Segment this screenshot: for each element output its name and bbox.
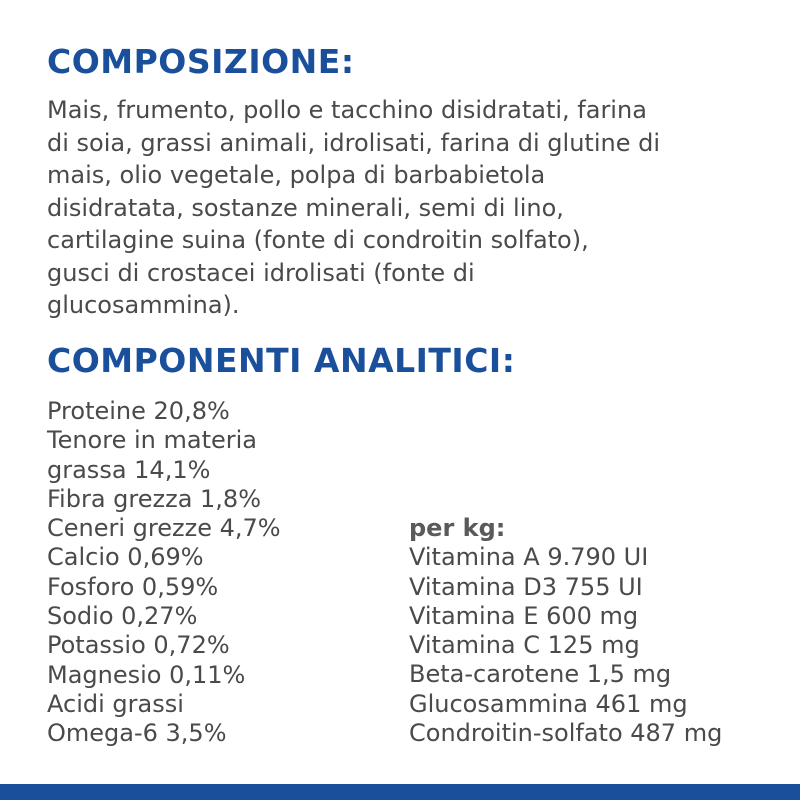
component-item: Magnesio 0,11% [47,660,246,689]
vitamin-item: Glucosammina 461 mg [409,689,688,718]
component-item: Fosforo 0,59% [47,572,219,601]
vitamin-item: Vitamina A 9.790 UI [409,543,649,572]
component-item: Ceneri grezze 4,7% [47,514,281,543]
composition-line: mais, olio vegetale, polpa di barbabietola [47,161,546,189]
per-kg-label: per kg: [409,514,506,542]
composition-line: cartilagine suina (fonte di condroitin solfato), [47,226,589,254]
composition-line: glucosammina). [47,291,240,319]
per-kg-list [409,514,722,748]
bottom-accent-bar [0,784,800,800]
composition-line: Mais, frumento, pollo e tacchino disidratati, farina [47,96,647,124]
component-item: Potassio 0,72% [47,631,230,660]
composition-heading: COMPOSIZIONE: [47,42,355,81]
composition-line: disidratata, sostanze minerali, semi di lino, [47,193,564,222]
composition-line: gusci di crostacei idrolisati (fonte di [47,258,475,287]
vitamin-item: Vitamina E 600 mg [409,601,639,630]
component-item: Sodio 0,27% [47,602,198,631]
component-item: Proteine 20,8% [47,397,230,425]
analytics-heading: COMPONENTI ANALITICI: [47,341,516,380]
vitamin-item: Vitamina C 125 mg [409,631,640,660]
composition-text [47,94,767,322]
component-item: grassa 14,1% [47,455,211,484]
vitamin-item: Vitamina D3 755 UI [409,572,643,601]
component-item: Fibra grezza 1,8% [47,484,262,513]
component-item: Acidi grassi [47,689,184,718]
composition-line: di soia, grassi animali, idrolisati, farina di glutine di [47,128,661,157]
component-item: Calcio 0,69% [47,543,204,572]
vitamin-item: Beta-carotene 1,5 mg [409,660,672,689]
vitamin-item: Condroitin-solfato 487 mg [409,719,723,748]
component-item: Tenore in materia [47,426,257,455]
analytical-components-list [47,397,281,749]
component-item: Omega-6 3,5% [47,719,227,748]
